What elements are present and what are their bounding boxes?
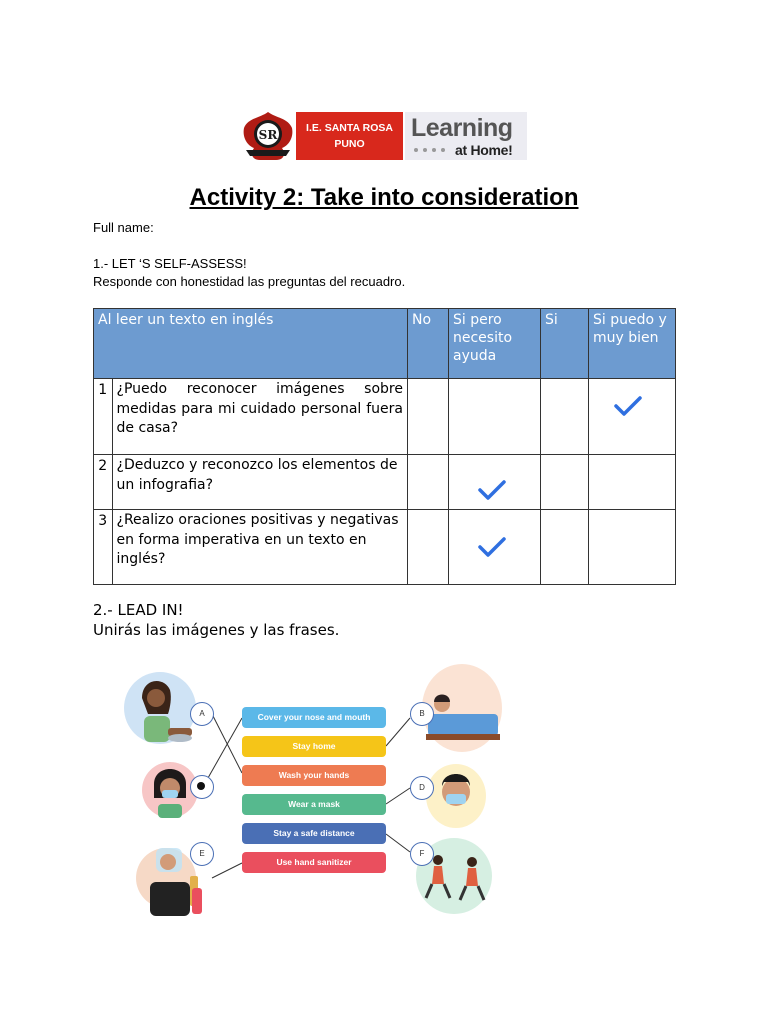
section2-instruction: Unirás las imágenes y las frases. [93,621,340,639]
infographic-illustrations [120,658,510,928]
washing-hands-illustration [124,672,196,744]
table-header-row [94,309,676,379]
header-banner [240,110,530,162]
col-header-no: No [408,309,449,379]
svg-text:SR: SR [258,128,278,142]
cell-no[interactable] [408,455,449,510]
label-d: D [410,776,434,800]
row-question: ¿Deduzco y reconozco los elementos de un infografia? [112,455,407,510]
school-name: I.E. SANTA ROSA [306,122,393,134]
dots-decoration [413,147,453,153]
phrase-wash-hands: Wash your hands [242,765,386,786]
cell-si-pero[interactable] [449,455,541,510]
cell-si-puedo[interactable] [589,379,676,455]
cell-si-pero[interactable] [449,379,541,455]
label-a: A [190,702,214,726]
cell-si-puedo[interactable] [589,455,676,510]
phrase-safe-distance: Stay a safe distance [242,823,386,844]
row-question: ¿Puedo reconocer imágenes sobre medidas para mi cuidado personal fuera de casa? [112,379,407,455]
learning-at-home-logo [405,112,527,160]
stay-home-illustration [422,664,502,752]
self-assessment-table [93,308,676,585]
row-number: 3 [94,510,113,585]
col-header-si: Si [541,309,589,379]
checkmark-icon [477,479,507,501]
table-row [94,510,676,585]
row-number: 2 [94,455,113,510]
learning-word: Learning [411,114,513,142]
phrase-wear-mask: Wear a mask [242,794,386,815]
row-question: ¿Realizo oraciones positivas y negativas en forma imperativa en un texto en inglés? [112,510,407,585]
col-header-si-pero: Si pero necesito ayuda [449,309,541,379]
section1-heading: 1.- LET ‘S SELF-ASSESS! [93,256,247,271]
checkmark-icon [613,395,643,417]
man-mask-illustration [426,764,486,828]
cell-no[interactable] [408,379,449,455]
phrase-cover-nose-mouth: Cover your nose and mouth [242,707,386,728]
full-name-label: Full name: [93,220,154,235]
page-title: Activity 2: Take into consideration [189,184,579,211]
label-b: B [410,702,434,726]
label-c-circle [190,775,214,799]
cell-no[interactable] [408,510,449,585]
table-row [94,455,676,510]
label-f: F [410,842,434,866]
col-header-si-puedo: Si puedo y muy bien [589,309,676,379]
cell-si-puedo[interactable] [589,510,676,585]
cell-si-pero[interactable] [449,510,541,585]
phrase-hand-sanitizer: Use hand sanitizer [242,852,386,873]
checkmark-icon [477,536,507,558]
at-home-word: at Home! [455,142,513,158]
cell-si[interactable] [541,455,589,510]
school-name-box [296,112,403,160]
section2-heading: 2.- LEAD IN! [93,601,184,619]
table-row [94,379,676,455]
row-number: 1 [94,379,113,455]
section1-instruction: Responde con honestidad las preguntas del recuadro. [93,274,406,289]
school-city: PUNO [334,138,365,150]
cell-si[interactable] [541,510,589,585]
col-header-question: Al leer un texto en inglés [94,309,408,379]
phrase-stay-home: Stay home [242,736,386,757]
matching-infographic [120,658,510,928]
school-seal-logo [240,110,296,162]
label-e: E [190,842,214,866]
cell-si[interactable] [541,379,589,455]
